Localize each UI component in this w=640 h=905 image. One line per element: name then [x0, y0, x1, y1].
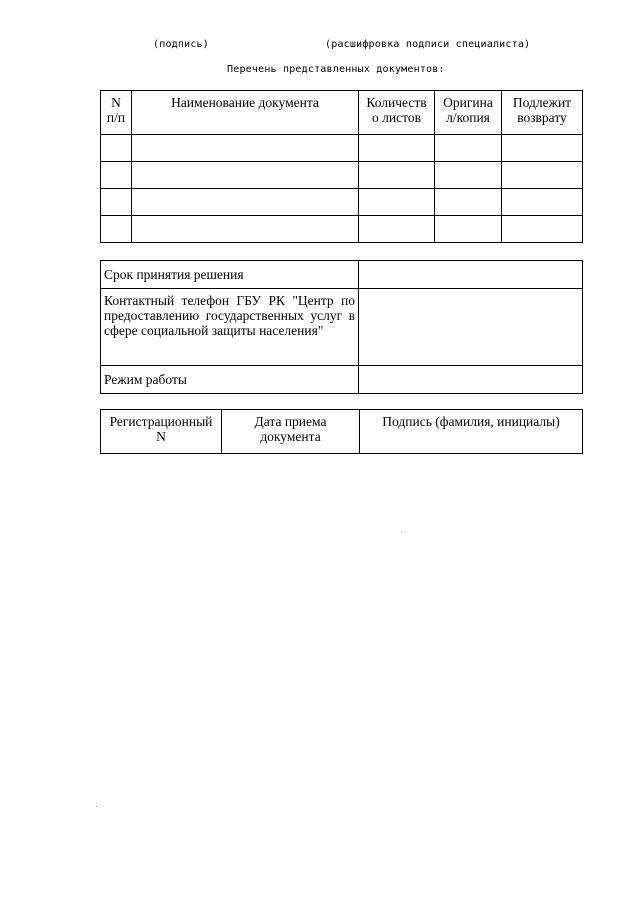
- cell[interactable]: [101, 189, 132, 216]
- cell[interactable]: [132, 189, 359, 216]
- work-hours-value[interactable]: [359, 366, 583, 394]
- cell[interactable]: [101, 162, 132, 189]
- cell[interactable]: [435, 189, 502, 216]
- col-header-number: N п/п: [101, 91, 132, 135]
- col-header-document-name: Наименование документа: [132, 91, 359, 135]
- cell[interactable]: [502, 216, 583, 243]
- signature-header: Подпись (фамилия, инициалы): [360, 410, 583, 454]
- documents-table: [100, 90, 583, 243]
- table-row: [101, 135, 583, 162]
- scan-speck: [401, 531, 402, 532]
- cell[interactable]: [359, 162, 435, 189]
- decision-term-value[interactable]: [359, 261, 583, 289]
- cell[interactable]: [132, 162, 359, 189]
- info-table: [100, 260, 583, 394]
- cell[interactable]: [101, 135, 132, 162]
- cell[interactable]: [502, 189, 583, 216]
- cell[interactable]: [101, 216, 132, 243]
- cell[interactable]: [132, 216, 359, 243]
- cell[interactable]: [359, 189, 435, 216]
- cell[interactable]: [359, 135, 435, 162]
- decision-term-label: Срок принятия решения: [101, 261, 359, 289]
- registration-table: [100, 409, 583, 454]
- scan-speck: [96, 806, 97, 807]
- documents-list-title: Перечень представленных документов:: [227, 64, 445, 75]
- table-row: [101, 189, 583, 216]
- cell[interactable]: [435, 135, 502, 162]
- work-hours-label: Режим работы: [101, 366, 359, 394]
- contact-phone-label: Контактный телефон ГБУ РК "Центр по предоставлению государственных услуг в сфере социальной защиты населения": [101, 289, 359, 366]
- cell[interactable]: [502, 135, 583, 162]
- documents-table-header: [101, 91, 583, 135]
- receipt-date-header: Дата приема документа: [222, 410, 360, 454]
- cell[interactable]: [132, 135, 359, 162]
- col-header-original-copy: Оригина л/копия: [435, 91, 502, 135]
- col-header-sheet-count: Количеств о листов: [359, 91, 435, 135]
- cell[interactable]: [359, 216, 435, 243]
- col-header-to-return: Подлежит возврату: [502, 91, 583, 135]
- contact-phone-value[interactable]: [359, 289, 583, 366]
- table-row: [101, 216, 583, 243]
- signature-caption: (подпись): [153, 39, 209, 50]
- cell[interactable]: [502, 162, 583, 189]
- table-row: [101, 162, 583, 189]
- signature-decoding-caption: (расшифровка подписи специалиста): [325, 39, 531, 50]
- registration-number-header: Регистрационный N: [101, 410, 222, 454]
- cell[interactable]: [435, 216, 502, 243]
- cell[interactable]: [435, 162, 502, 189]
